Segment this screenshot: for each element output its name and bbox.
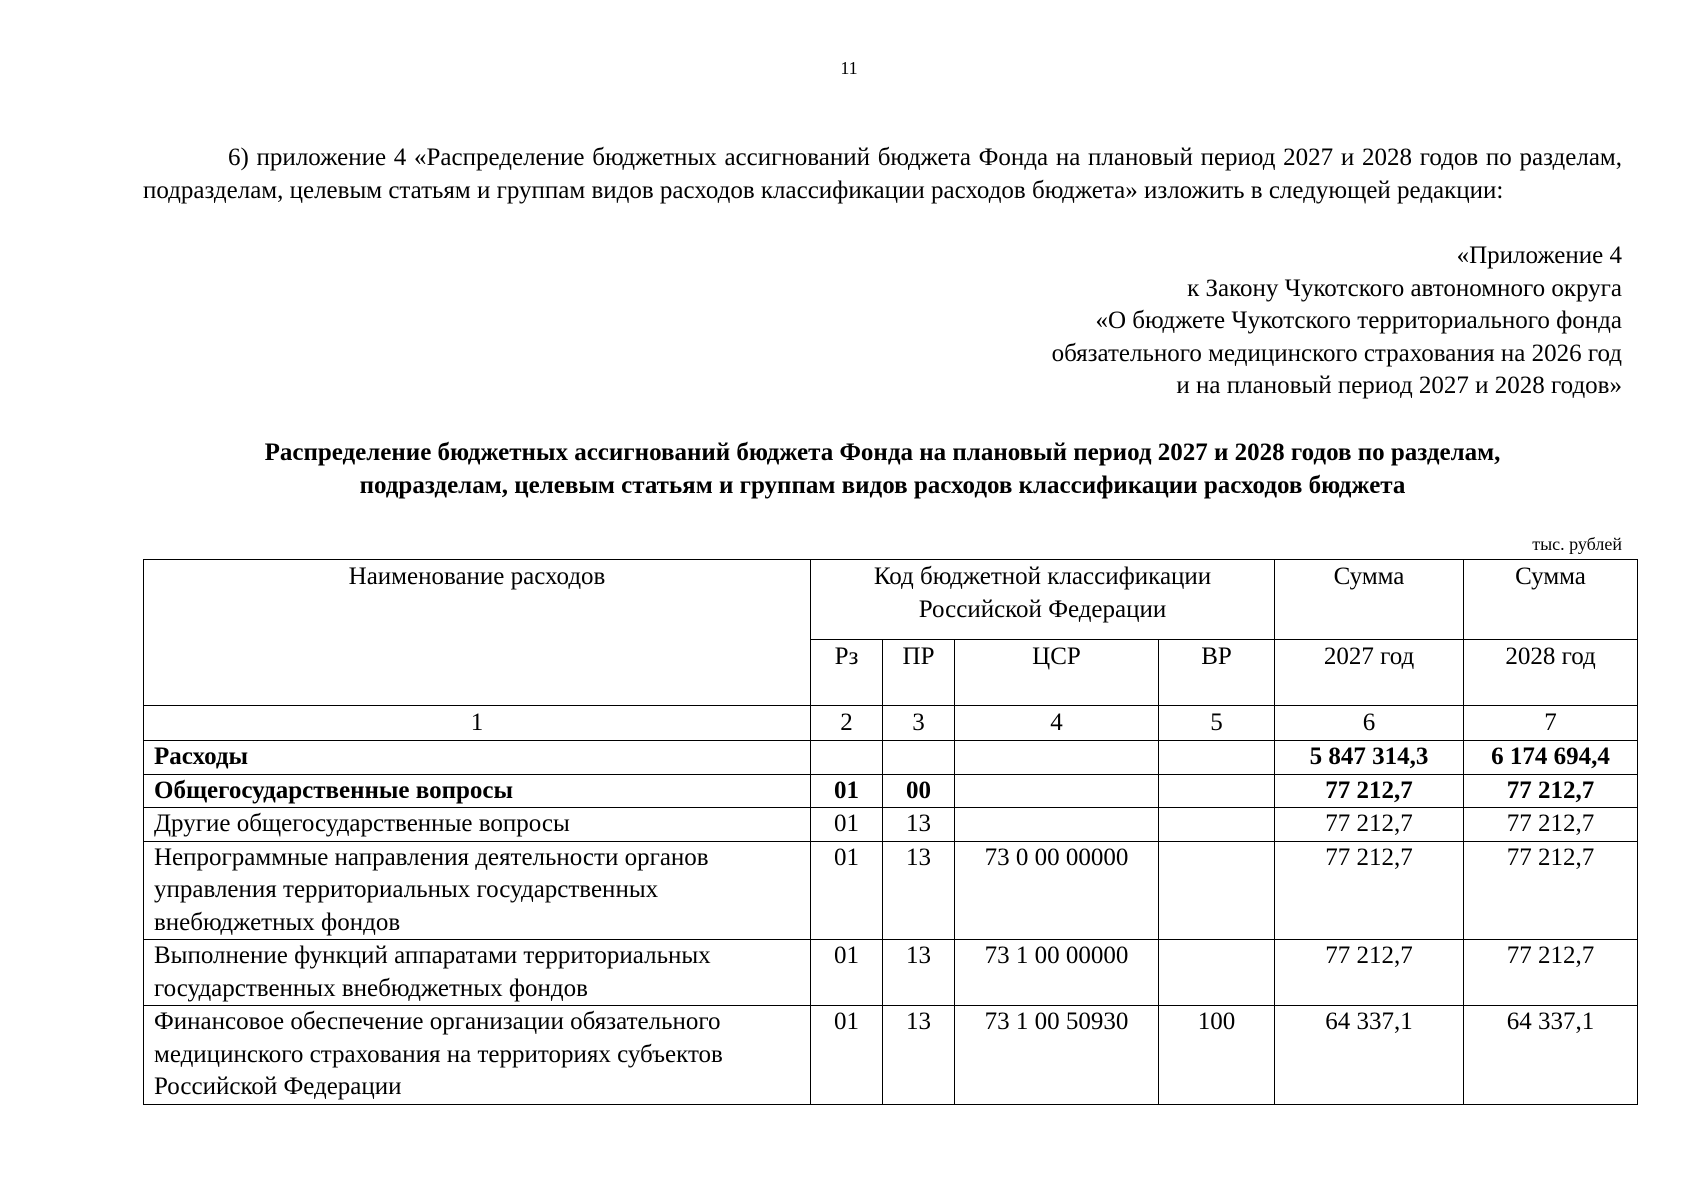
row-vr xyxy=(1159,841,1275,940)
row-rz: 01 xyxy=(811,940,883,1006)
header-year-2028: 2028 год xyxy=(1464,640,1638,706)
units-label: тыс. рублей xyxy=(1532,534,1622,554)
row-name: Общегосударственные вопросы xyxy=(144,774,811,808)
row-csr: 73 1 00 00000 xyxy=(955,940,1159,1006)
row-csr xyxy=(955,741,1159,775)
row-csr xyxy=(955,808,1159,842)
row-sum-2028: 77 212,7 xyxy=(1464,940,1638,1006)
appendix-line: «О бюджете Чукотского территориального фонда xyxy=(1095,307,1622,334)
column-number: 5 xyxy=(1159,706,1275,741)
row-sum-2028: 6 174 694,4 xyxy=(1464,741,1638,775)
document-title xyxy=(143,436,1622,502)
column-number: 7 xyxy=(1464,706,1638,741)
document-title-line: подразделам, целевым статьям и группам видов расходов классификации расходов бюджета xyxy=(359,472,1406,499)
row-vr xyxy=(1159,774,1275,808)
row-name: Выполнение функций аппаратами территориальных государственных внебюджетных фондов xyxy=(144,940,811,1006)
row-sum-2028: 77 212,7 xyxy=(1464,808,1638,842)
row-name: Другие общегосударственные вопросы xyxy=(144,808,811,842)
row-name: Финансовое обеспечение организации обязательного медицинского страхования на территориях субъектов Российской Федерации xyxy=(144,1006,811,1105)
header-year-2027: 2027 год xyxy=(1275,640,1464,706)
table-row xyxy=(144,940,1638,1006)
row-csr xyxy=(955,774,1159,808)
column-number: 2 xyxy=(811,706,883,741)
appendix-header xyxy=(1052,240,1622,403)
row-sum-2027: 77 212,7 xyxy=(1275,940,1464,1006)
row-sum-2028: 77 212,7 xyxy=(1464,774,1638,808)
row-rz: 01 xyxy=(811,808,883,842)
row-vr xyxy=(1159,741,1275,775)
column-number: 6 xyxy=(1275,706,1464,741)
row-name: Непрограммные направления деятельности органов управления территориальных государственных внебюджетных фондов xyxy=(144,841,811,940)
appendix-line: и на плановый период 2027 и 2028 годов» xyxy=(1176,372,1622,399)
row-vr xyxy=(1159,940,1275,1006)
header-rz: Рз xyxy=(811,640,883,706)
row-name: Расходы xyxy=(144,741,811,775)
row-pr: 13 xyxy=(883,940,955,1006)
row-vr xyxy=(1159,808,1275,842)
header-pr: ПР xyxy=(883,640,955,706)
column-number: 3 xyxy=(883,706,955,741)
column-number: 4 xyxy=(955,706,1159,741)
row-rz xyxy=(811,741,883,775)
header-vr: ВР xyxy=(1159,640,1275,706)
row-sum-2028: 77 212,7 xyxy=(1464,841,1638,940)
header-code-group: Код бюджетной классификации Российской Федерации xyxy=(811,560,1275,640)
row-pr: 00 xyxy=(883,774,955,808)
column-number: 1 xyxy=(144,706,811,741)
appendix-line: к Закону Чукотского автономного округа xyxy=(1187,274,1622,302)
row-rz: 01 xyxy=(811,841,883,940)
appendix-line: «Приложение 4 xyxy=(1456,242,1622,269)
appendix-line: обязательного медицинского страхования на 2026 год xyxy=(1051,339,1622,367)
table-row xyxy=(144,1006,1638,1105)
header-csr: ЦСР xyxy=(955,640,1159,706)
row-sum-2028: 64 337,1 xyxy=(1464,1006,1638,1105)
row-pr: 13 xyxy=(883,841,955,940)
row-sum-2027: 77 212,7 xyxy=(1275,808,1464,842)
row-pr xyxy=(883,741,955,775)
row-csr: 73 1 00 50930 xyxy=(955,1006,1159,1105)
row-sum-2027: 64 337,1 xyxy=(1275,1006,1464,1105)
row-pr: 13 xyxy=(883,808,955,842)
row-csr: 73 0 00 00000 xyxy=(955,841,1159,940)
table-row xyxy=(144,741,1638,775)
row-sum-2027: 5 847 314,3 xyxy=(1275,741,1464,775)
header-name: Наименование расходов xyxy=(144,560,811,706)
document-title-line: Распределение бюджетных ассигнований бюджета Фонда на плановый период 2027 и 2028 годов по разделам, xyxy=(264,439,1501,466)
row-pr: 13 xyxy=(883,1006,955,1105)
row-rz: 01 xyxy=(811,774,883,808)
intro-paragraph: 6) приложение 4 «Распределение бюджетных ассигнований бюджета Фонда на плановый период 2027 и 2028 годов по разделам, подразделам, целевым статьям и группам видов расходов классификации расходов бюджета» изложить в следующей редакции: xyxy=(143,144,1622,204)
row-sum-2027: 77 212,7 xyxy=(1275,774,1464,808)
table-row xyxy=(144,841,1638,940)
table-row xyxy=(144,774,1638,808)
row-vr: 100 xyxy=(1159,1006,1275,1105)
header-sum-2028: Сумма xyxy=(1464,560,1638,640)
page-number: 11 xyxy=(840,58,858,78)
row-sum-2027: 77 212,7 xyxy=(1275,841,1464,940)
header-sum-2027: Сумма xyxy=(1275,560,1464,640)
row-rz: 01 xyxy=(811,1006,883,1105)
column-number-row xyxy=(144,706,1638,741)
table-row xyxy=(144,808,1638,842)
budget-table xyxy=(143,559,1638,1105)
